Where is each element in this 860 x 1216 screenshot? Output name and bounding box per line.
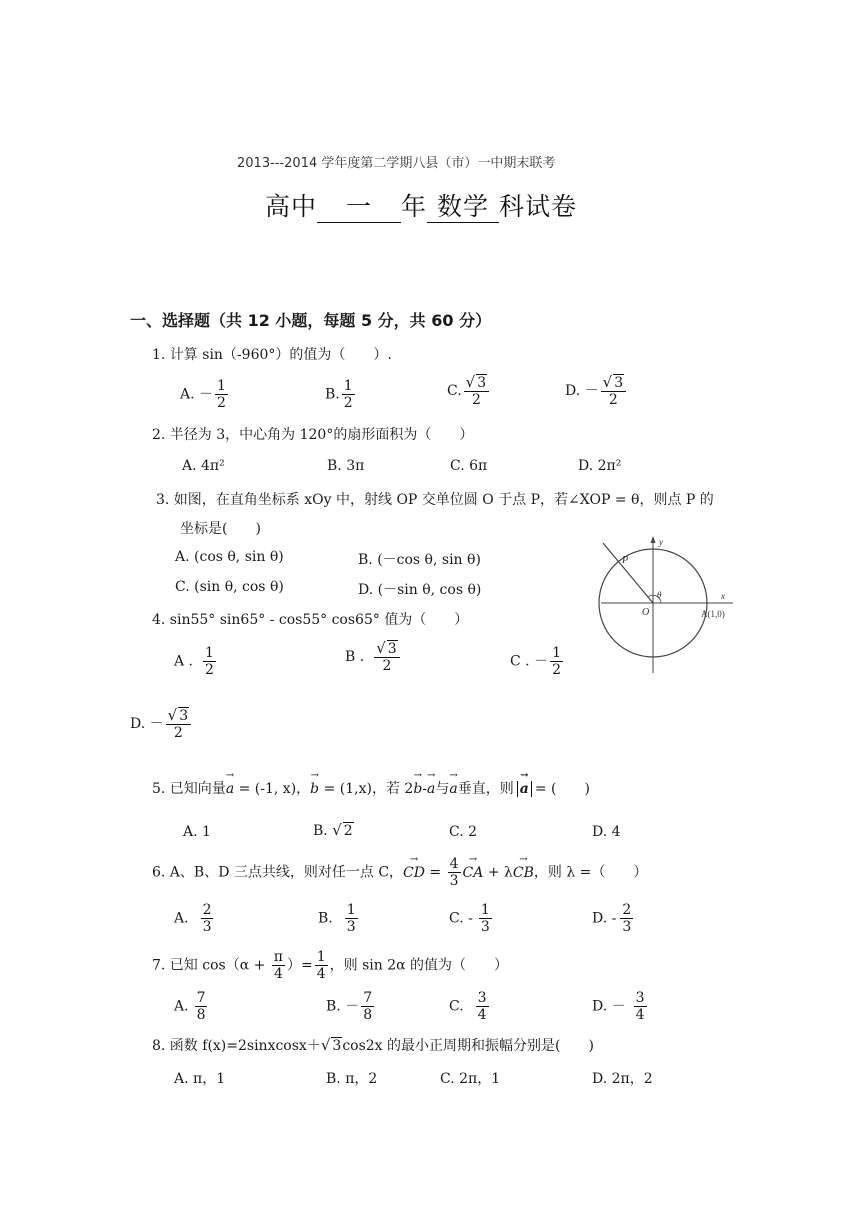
exam-info: 2013---2014 学年度第二学期八县（市）一中期末联考: [237, 156, 556, 171]
q4-option-c: C . － $\frac{1}{2}$: [510, 645, 561, 679]
q3-option-b: B. (－cos θ, sin θ): [358, 552, 481, 568]
label-a: A(1,0): [701, 609, 725, 619]
q3-stem-line2: 坐标是( ): [180, 521, 261, 537]
q1-option-c: C. $\frac{√ 3}{2}$: [447, 374, 491, 408]
q3-stem: 3. 如图，在直角坐标系 xOy 中，射线 OP 交单位圆 O 于点 P，若∠XOP = θ，则点 P 的: [156, 492, 714, 508]
q3-option-a: A. (cos θ, sin θ): [175, 549, 284, 565]
q8-option-d: D. 2π，2: [592, 1071, 653, 1087]
fraction: $\frac{√ 3}{2}$: [374, 640, 399, 674]
grade-blank: 一: [317, 193, 401, 223]
q4-stem: 4. sin55° sin65° - cos55° cos65° 值为（ ）: [152, 612, 469, 628]
q4-option-d: D. － $\frac{√ 3}{2}$: [130, 707, 193, 741]
q8-stem: 8. 函数 f(x)=2sinxcosx＋√ 3cos2x 的最小正周期和振幅分别是( ): [152, 1036, 594, 1054]
q2-option-c: C. 6π: [450, 458, 488, 474]
q7-stem: 7. 已知 cos（α + $\frac{\pi}{4}$ ）= $\frac{1}{4}$ ，则 sin 2α 的值为（ ）: [152, 949, 509, 983]
ray-op: [603, 543, 653, 603]
label-o: O: [642, 607, 650, 618]
fraction: $\frac{√ 3}{2}$: [601, 374, 626, 408]
fraction: $\frac{1}{2}$: [552, 645, 561, 679]
section-heading: 一、选择题（共 12 小题，每题 5 分，共 60 分）: [130, 311, 492, 330]
q5-option-c: C. 2: [449, 824, 478, 840]
vector-a: → a: [226, 781, 234, 797]
y-axis-arrow: [651, 536, 656, 543]
fraction: $\frac{√ 3}{2}$: [464, 374, 489, 408]
fraction: $\frac{1}{3}$: [346, 902, 356, 936]
q7-option-a: A. $\frac{7}{8}$: [174, 990, 206, 1024]
fraction: $\frac{7}{8}$: [363, 990, 373, 1024]
fraction: $\frac{\pi}{4}$: [273, 949, 283, 983]
q5-option-d: D. 4: [592, 824, 621, 840]
q8-option-a: A. π，1: [174, 1071, 226, 1087]
q3-option-d: D. (－sin θ, cos θ): [358, 582, 482, 598]
fraction: $\frac{4}{3}$: [449, 856, 459, 890]
label-y: y: [659, 537, 663, 547]
fraction: $\frac{3}{4}$: [477, 990, 487, 1024]
q3-option-c: C. (sin θ, cos θ): [175, 579, 284, 595]
fraction: $\frac{1}{2}$: [217, 378, 226, 412]
q7-option-c: C. $\frac{3}{4}$: [449, 990, 487, 1024]
q4-option-b: B . $\frac{√ 3}{2}$: [345, 640, 402, 674]
fraction: $\frac{3}{4}$: [635, 990, 645, 1024]
label-x: x: [721, 591, 725, 601]
q2-option-b: B. 3π: [327, 458, 365, 474]
q8-option-b: B. π，2: [326, 1071, 378, 1087]
q4-option-a: A . $\frac{1}{2}$: [174, 645, 214, 679]
vector-b: → b: [310, 781, 319, 797]
fraction: $\frac{7}{8}$: [196, 990, 206, 1024]
q1-stem: 1. 计算 sin（-960°）的值为（ ）.: [152, 347, 392, 363]
title-mid: 年: [401, 192, 428, 221]
q8-option-c: C. 2π，1: [440, 1071, 501, 1087]
vector-cd: → CD: [403, 865, 425, 881]
q5-option-b: B. √ 2: [313, 821, 353, 839]
vector-a-magnitude: → a: [517, 781, 532, 797]
q1-option-a: A. － $\frac{1}{2}$: [180, 378, 226, 412]
fraction: $\frac{2}{3}$: [202, 902, 212, 936]
label-theta: θ: [657, 590, 662, 600]
fraction: $\frac{1}{2}$: [205, 645, 214, 679]
q6-option-c: C. - $\frac{1}{3}$: [449, 902, 490, 936]
q5-option-a: A. 1: [183, 824, 211, 840]
title-suffix: 科试卷: [499, 192, 578, 221]
q7-option-b: B. － $\frac{7}{8}$: [326, 990, 373, 1024]
q1-option-b: B. $\frac{1}{2}$: [325, 378, 353, 412]
q2-option-a: A. 4π²: [182, 458, 225, 474]
q6-option-a: A. $\frac{2}{3}$: [174, 902, 212, 936]
q1-option-d: D. － $\frac{√ 3}{2}$: [565, 374, 628, 408]
fraction: $\frac{2}{3}$: [622, 902, 632, 936]
q6-stem: 6. A、B、D 三点共线，则对任一点 C，→ CD = $\frac{4}{3}$ → CA + λ→ CB，则 λ =（ ）: [152, 856, 647, 889]
fraction: $\frac{1}{2}$: [343, 378, 353, 412]
exam-title: [265, 187, 577, 223]
fraction: $\frac{√ 3}{2}$: [166, 707, 191, 741]
subject-blank: 数学: [427, 193, 499, 223]
fraction: $\frac{1}{3}$: [480, 902, 490, 936]
q2-stem: 2. 半径为 3，中心角为 120°的扇形面积为（ ）: [152, 427, 474, 443]
vector-cb: → CB: [513, 865, 534, 881]
q6-option-b: B. $\frac{1}{3}$: [318, 902, 356, 936]
unit-circle-figure: [595, 533, 740, 678]
fraction: $\frac{1}{4}$: [316, 949, 326, 983]
vector-ca: → CA: [463, 865, 484, 881]
q5-stem: 5. 已知向量→ a = (-1, x)，→ b = (1,x)，若 2→ b-→ a与→ a垂直，则→ a = ( ): [152, 778, 590, 798]
title-prefix: 高中: [265, 192, 318, 221]
label-p: P: [622, 555, 629, 566]
q6-option-d: D. - $\frac{2}{3}$: [592, 902, 632, 936]
q7-option-d: D. － $\frac{3}{4}$: [592, 990, 645, 1024]
q2-option-d: D. 2π²: [578, 458, 622, 474]
